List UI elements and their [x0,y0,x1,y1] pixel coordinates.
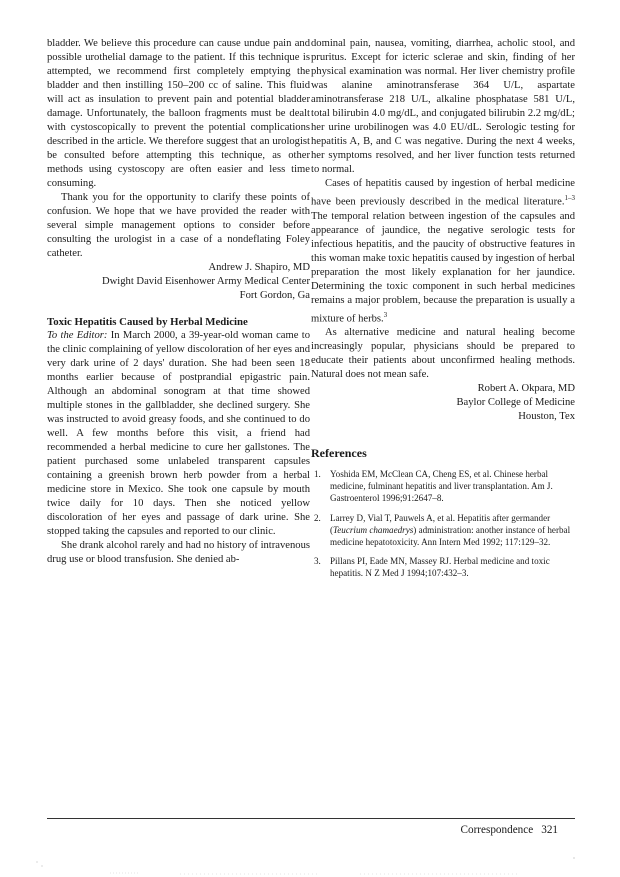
reference-italic-species: Teucrium chamaedrys [333,524,414,535]
footer-divider [47,818,575,819]
right-column [311,37,575,587]
reference-number: 3. [314,556,321,567]
discussion-text-a: Cases of hepatitis caused by ingestion of herbal medicine have been previously described in the medical literature. [311,178,575,208]
reference-item [311,555,575,579]
citation-superscript: 3 [383,310,388,319]
case-text: In March 2000, a 39-year-old woman came to the clinic complaining of yellow discoloration of her eyes and very dark urine of 2 days' duration. She had been seen 18 months earlier because of postprandial epigastric pain. Although an abdominal sonogram at that time showed multiple stones in the gallbladder, she declined surgery. She was instructed to avoid greasy foods, and she continued to do well. A few months before this visit, a friend had recommended a herbal medicine to cure her gallstones. The patient purchased some unlabeled transparent capsules containing a greenish brown herb powder from a herbal medicine store in Mexico. She took one capsule by mouth twice daily for 10 days. Then she noticed yellow discoloration of her eyes and passage of dark urine. She stopped taking the capsules and reported to our clinic. [47,330,311,537]
case-paragraph [47,329,310,539]
discussion-text-b: The temporal relation between ingestion of the capsules and appearance of jaundice, the negative serologic tests for infectious hepatitis, and the paucity of obstructive features in this woman make toxic hepatitis caused by ingestion of herbal preparation the most likely explanation for her jaundice. Determining the toxic component in such herbal medicines remains a major problem, because the preparation is usually a mixture of herbs. [311,210,575,325]
left-column [47,37,310,567]
discussion-paragraph [311,177,575,326]
reference-list [311,468,575,580]
author-affiliation: Dwight David Eisenhower Army Medical Center [101,276,310,287]
author-location: Houston, Tex [518,411,575,423]
signature-block-okpara [311,382,575,424]
author-location: Fort Gordon, Ga [239,290,310,301]
reference-text: Pillans PI, Eade MN, Massey RJ. Herbal medicine and toxic hepatitis. N Z Med J 1994;107:432–3. [330,556,550,579]
reference-item [311,512,575,549]
reference-item [311,468,575,505]
carry-over-paragraph: bladder. We believe this procedure can cause undue pain and possible urothelial damage to the patient. If this technique is attempted, we recommend first completely emptying the bladder and then instilling 150–200 cc of saline. This fluid will act as insulation to prevent pain and potential bladder damage. Unfortunately, the balloon fragments must be dealt with cystoscopically to prevent the potential complications described in the article. We therefore suggest that an urologist be consulted before attempting this technique, as other methods using cystoscopy are often easier and less time consuming. [47,38,310,189]
article-heading: Toxic Hepatitis Caused by Herbal Medicine [47,316,248,328]
page-footer [461,824,558,836]
citation-superscript: 1–3 [564,194,575,202]
page-number: 321 [541,824,558,836]
thanks-paragraph: Thank you for the opportunity to clarify these points of confusion. We hope that we have provided the reader with several simple management options to consider before consulting the urologist in a case of a nondeflating Foley catheter. [47,192,310,259]
reference-number: 1. [314,469,321,480]
closing-paragraph: As alternative medicine and natural healing become increasingly popular, physicians should be prepared to educate their patients about unconfirmed healing methods. Natural does not mean safe. [311,327,575,381]
reference-text-part: ) administration: another instance of herbal medicine hepatotoxicity. Ann Intern Med 1992; 117:129–32. [330,524,571,548]
reference-text: Yoshida EM, McClean CA, Cheng ES, et al. Chinese herbal medicine, fulminant hepatitis and liver transplantation. Am J. Gastroenterol 1996;91:2647–8. [330,469,553,504]
references-heading: References [311,446,367,461]
author-affiliation: Baylor College of Medicine [456,397,575,409]
signature-block-shapiro [47,261,310,303]
footer-section-label: Correspondence [460,824,534,836]
author-name: Robert A. Okpara, MD [477,383,575,395]
to-editor-label: To the Editor: [47,330,108,341]
scan-specks [0,850,620,877]
reference-number: 2. [314,512,321,523]
history-paragraph: She drank alcohol rarely and had no history of intravenous drug use or blood transfusion. She denied ab- [47,540,310,565]
author-name: Andrew J. Shapiro, MD [208,262,310,273]
history-paragraph-continued: dominal pain, nausea, vomiting, diarrhea, acholic stool, and pruritus. Except for icteric sclerae and skin, finding of her physical examination was normal. Her liver chemistry profile was alanine aminotransferase 364 U/L, aspartate aminotransferase 218 U/L, alkaline phosphatase 581 U/L, total bilirubin 4.0 mg/dL, and conjugated bilirubin 2.2 mg/dL; her urine urobilinogen was 4.0 EU/dL. Serologic testing for hepatitis A, B, and C was negative. During the next 4 weeks, her symptoms resolved, and her liver function tests returned to normal. [311,38,575,175]
reference-text [330,512,575,549]
reference-text-part: Larrey D, Vial T, Pauwels A, et al. Hepatitis after germander ( [330,512,551,535]
